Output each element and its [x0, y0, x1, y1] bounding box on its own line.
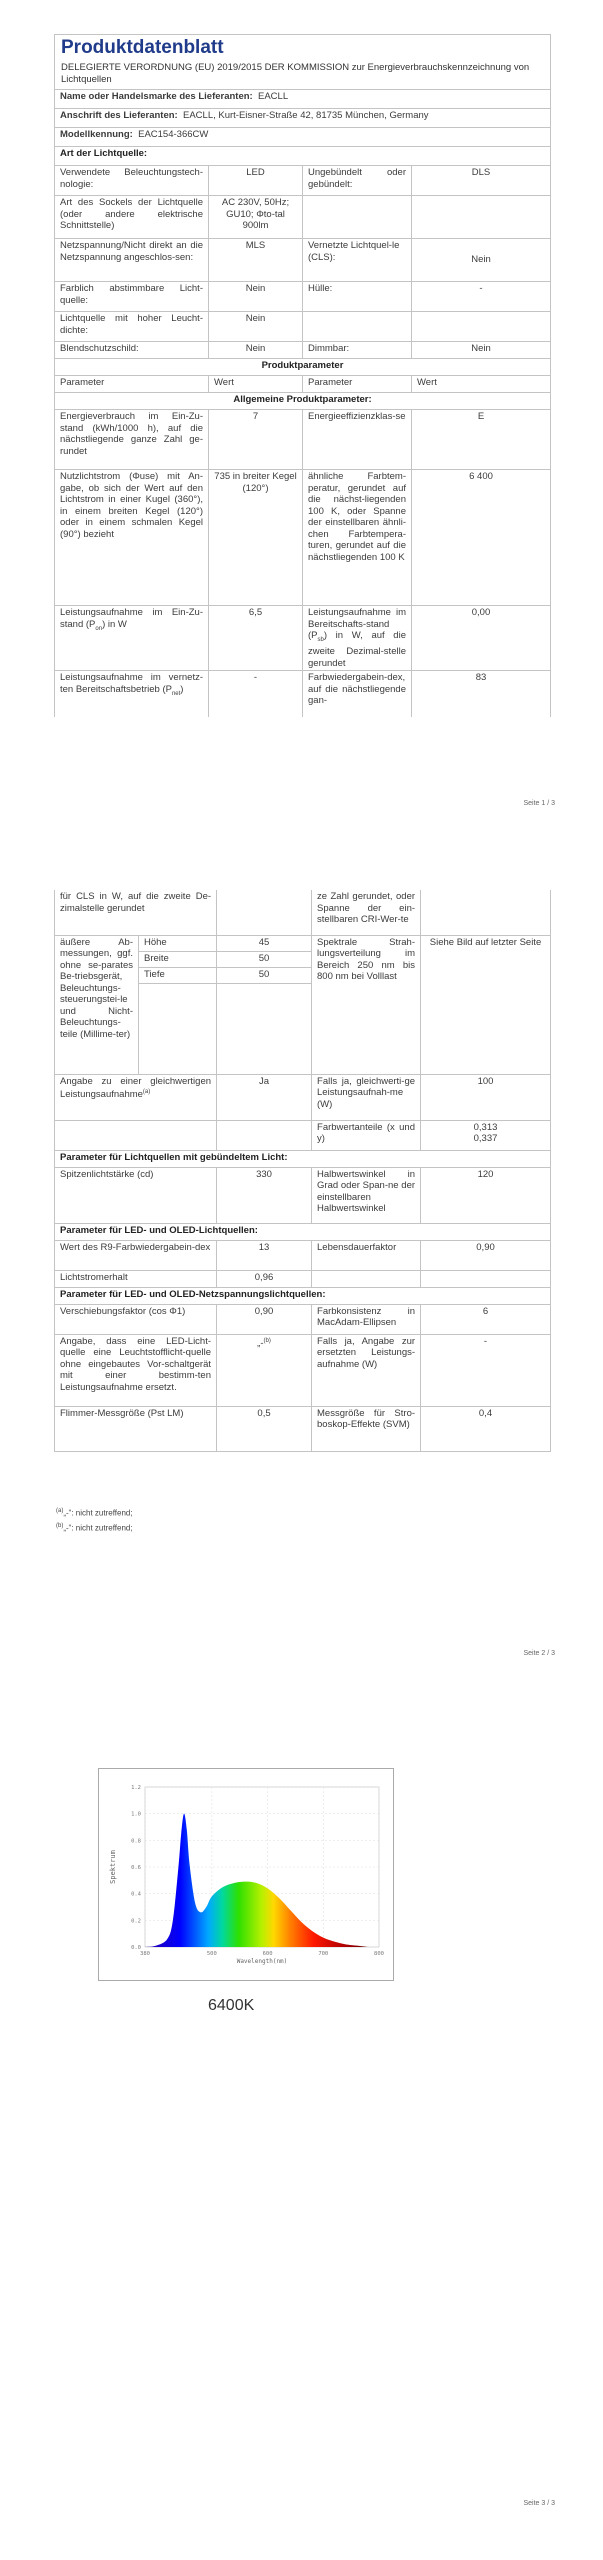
- r9-value: 13: [217, 1240, 312, 1270]
- equiv-power-value: 100: [421, 1074, 551, 1120]
- r9-label: Wert des R9-Farbwiedergabein-dex: [55, 1240, 217, 1270]
- page-2: [0, 855, 603, 1710]
- beam-angle-label: Halbwertswinkel in Grad oder Span-ne der einstellbaren Halbwertswinkel: [312, 1167, 421, 1223]
- envelope-label: Hülle:: [303, 282, 412, 312]
- page-footer: Seite 3 / 3: [523, 2500, 555, 2507]
- light-source-type-header: Art der Lichtquelle:: [55, 147, 551, 166]
- y-tick-label: 1.2: [131, 1785, 141, 1791]
- lumen-maintenance-label: Lichtstromerhalt: [55, 1270, 217, 1287]
- supplier-name-label: Name oder Handelsmarke des Lieferanten:: [60, 91, 253, 102]
- mls-params-header: Parameter für LED- und OLED-Netzspannungslichtquellen:: [55, 1287, 551, 1304]
- high-luminance-label: Lichtquelle mit hoher Leucht-dichte:: [55, 312, 209, 342]
- height-label: Höhe: [139, 935, 217, 951]
- cls-power-cont: für CLS in W, auf die zweite De-zimalstelle gerundet: [55, 890, 217, 935]
- col-value: Wert: [209, 376, 303, 393]
- product-params-header: Produktparameter: [55, 359, 551, 376]
- equiv-power-label: Falls ja, gleichwerti-ge Leistungsaufnah-me (W): [312, 1074, 421, 1120]
- mains-label: Netzspannung/Nicht direkt an die Netzspannung angeschlos-sen:: [55, 239, 209, 282]
- survival-factor-value: 0,90: [421, 1240, 551, 1270]
- supplier-address: EACLL, Kurt-Eisner-Straße 42, 81735 München, Germany: [183, 110, 429, 121]
- x-axis-label: Wavelength(nm): [236, 1958, 288, 1965]
- x-tick-label: 500: [206, 1951, 217, 1957]
- glare-value: Nein: [209, 342, 303, 359]
- y-axis-label: Spektrum: [109, 1850, 117, 1884]
- cri-label: Farbwiedergabein-dex, auf die nächstliegende gan-: [303, 671, 412, 717]
- standby-value: 0,00: [412, 606, 551, 671]
- svm-value: 0,4: [421, 1406, 551, 1451]
- peak-intensity-label: Spitzenlichtstärke (cd): [55, 1167, 217, 1223]
- flicker-value: 0,5: [217, 1406, 312, 1451]
- socket-value: AC 230V, 50Hz; GU10; Φto-tal 900lm: [209, 196, 303, 239]
- cri-value: 83: [412, 671, 551, 717]
- y-tick-label: 0.8: [131, 1838, 141, 1845]
- survival-factor-label: Lebensdauerfaktor: [312, 1240, 421, 1270]
- retrofit-power-value: -: [421, 1334, 551, 1406]
- page-footer: Seite 1 / 3: [523, 800, 555, 807]
- x-tick-label: 600: [262, 1951, 273, 1957]
- dls-params-header: Parameter für Lichtquellen mit gebündeltem Licht:: [55, 1150, 551, 1167]
- page-footer: Seite 2 / 3: [523, 1650, 555, 1657]
- col-value: Wert: [412, 376, 551, 393]
- energy-value: 7: [209, 410, 303, 470]
- col-param: Parameter: [55, 376, 209, 393]
- envelope-value: -: [412, 282, 551, 312]
- depth-value: 50: [217, 967, 312, 983]
- dimensions-label: äußere Ab-messungen, ggf. ohne se-parates Be-triebsgerät, Beleuchtungs-steuerungstei-le und Nicht-Beleuchtungs-teile (Millime-ter): [55, 935, 139, 1074]
- tech-label: Verwendete Beleuchtungstech-nologie:: [55, 166, 209, 196]
- chromaticity-label: Farbwertanteile (x und y): [312, 1120, 421, 1150]
- mains-value: MLS: [209, 239, 303, 282]
- connected-label: Vernetzte Lichtquel-le (CLS):: [303, 239, 412, 282]
- colour-consistency-value: 6: [421, 1304, 551, 1334]
- spectral-label: Spektrale Strah-lungsverteilung im Bereich 250 nm bis 800 nm bei Volllast: [312, 935, 421, 1074]
- dimmable-label: Dimmbar:: [303, 342, 412, 359]
- connected-value: Nein: [412, 239, 551, 282]
- cct-label: ähnliche Farbtem-peratur, gerundet auf die nächst-liegenden 100 K, oder Spanne der einstellbaren ähnli-chen Farbtempera-turen, gerundet auf die nächstliegenden 100 K: [303, 470, 412, 606]
- footnote-b: $^{(b)}$„-“: nicht zutreffend;: [56, 1522, 133, 1533]
- power-factor-label: Verschiebungsfaktor (cos Φ1): [55, 1304, 217, 1334]
- datasheet-table-page2: [54, 890, 551, 1452]
- supplier-name: EACLL: [258, 91, 289, 102]
- spectrum-chart: [98, 1768, 394, 1981]
- spectrum-area: [145, 1814, 368, 1947]
- chromaticity-value: 0,313 0,337: [421, 1120, 551, 1150]
- on-power-label: Leistungsaufnahme im Ein-Zu-stand $(P_{on})$ in W: [55, 606, 209, 671]
- efficiency-class-value: E: [412, 410, 551, 470]
- standby-label: Leistungsaufnahme im Bereitschafts-stand $(P_{sb})$ in W, auf die zweite Dezimal-stelle gerundet: [303, 606, 412, 671]
- dimmable-value: Nein: [412, 342, 551, 359]
- retrofit-label: Angabe, dass eine LED-Licht-quelle eine Leuchtstofflicht-quelle ohne eingebautes Vor-schaltgerät mit einer bestimm-ten Leistungsaufnahme ersetzt.: [55, 1334, 217, 1406]
- y-tick-label: 1.0: [131, 1811, 141, 1818]
- color-tunable-label: Farblich abstimmbare Licht-quelle:: [55, 282, 209, 312]
- regulation-subtitle: DELEGIERTE VERORDNUNG (EU) 2019/2015 DER KOMMISSION zur Energieverbrauchskennzeichnung von Lichtquellen: [61, 62, 530, 85]
- retrofit-value: „-$^{(b)}$: [217, 1334, 312, 1406]
- y-tick-label: 0.2: [131, 1918, 141, 1925]
- cct-value: 6 400: [412, 470, 551, 606]
- energy-label: Energieverbrauch im Ein-Zu-stand (kWh/1000 h), auf die nächstliegende ganze Zahl ge-rundet: [55, 410, 209, 470]
- general-params-header: Allgemeine Produktparameter:: [55, 393, 551, 410]
- y-tick-label: 0.0: [131, 1945, 141, 1951]
- led-params-header: Parameter für LED- und OLED-Lichtquellen:: [55, 1223, 551, 1240]
- footnotes: [56, 1505, 133, 1534]
- peak-intensity-value: 330: [217, 1167, 312, 1223]
- col-param: Parameter: [303, 376, 412, 393]
- equiv-power-indicator-value: Ja: [217, 1074, 312, 1120]
- width-label: Breite: [139, 951, 217, 967]
- power-factor-value: 0,90: [217, 1304, 312, 1334]
- flux-label: Nutzlichtstrom (Φuse) mit An-gabe, ob sich der Wert auf den Lichtstrom in einer Kugel (360°), in einem breiten Kegel (120°) oder in einem schmalen Kegel (90°) bezieht: [55, 470, 209, 606]
- beam-angle-value: 120: [421, 1167, 551, 1223]
- equiv-power-indicator-label: Angabe zu einer gleichwertigen Leistungsaufnahme$^{(a)}$: [55, 1074, 217, 1120]
- spectrum-svg: [99, 1769, 393, 1980]
- high-luminance-value: Nein: [209, 312, 303, 342]
- glare-label: Blendschutzschild:: [55, 342, 209, 359]
- flux-value: 735 in breiter Kegel (120°): [209, 470, 303, 606]
- y-tick-label: 0.4: [131, 1891, 141, 1898]
- efficiency-class-label: Energieeffizienzklas-se: [303, 410, 412, 470]
- lumen-maintenance-value: 0,96: [217, 1270, 312, 1287]
- model-id: EAC154-366CW: [138, 129, 209, 140]
- socket-label: Art des Sockels der Lichtquelle (oder andere elektrische Schnittstelle): [55, 196, 209, 239]
- spectral-value: Siehe Bild auf letzter Seite: [421, 935, 551, 1074]
- net-standby-value: -: [209, 671, 303, 717]
- supplier-address-label: Anschrift des Lieferanten:: [60, 110, 178, 121]
- retrofit-power-label: Falls ja, Angabe zur ersetzten Leistungs-aufnahme (W): [312, 1334, 421, 1406]
- net-standby-label: Leistungsaufnahme im vernetz-ten Bereitschaftsbetrieb $(P_{net})$: [55, 671, 209, 717]
- model-label: Modellkennung:: [60, 129, 133, 140]
- svm-label: Messgröße für Stro-boskop-Effekte (SVM): [312, 1406, 421, 1451]
- datasheet-table-page1: [54, 34, 551, 717]
- cri-label-cont: ze Zahl gerundet, oder Spanne der ein-stellbaren CRI-Wer-te: [312, 890, 421, 935]
- bundled-label: Ungebündelt oder gebündelt:: [303, 166, 412, 196]
- width-value: 50: [217, 951, 312, 967]
- y-tick-label: 0.6: [131, 1865, 141, 1871]
- chart-caption: 6400K: [208, 1997, 255, 2014]
- bundled-value: DLS: [412, 166, 551, 196]
- colour-consistency-label: Farbkonsistenz in MacAdam-Ellipsen: [312, 1304, 421, 1334]
- x-tick-label: 800: [374, 1951, 384, 1957]
- page-1: [0, 0, 603, 855]
- on-power-value: 6,5: [209, 606, 303, 671]
- footnote-a: $^{(a)}$„-“: nicht zutreffend;: [56, 1508, 133, 1518]
- tech-value: LED: [209, 166, 303, 196]
- x-tick-label: 700: [318, 1951, 329, 1957]
- depth-label: Tiefe: [139, 967, 217, 983]
- flicker-label: Flimmer-Messgröße (Pst LM): [55, 1406, 217, 1451]
- color-tunable-value: Nein: [209, 282, 303, 312]
- page-title: Produktdatenblatt: [61, 37, 224, 58]
- height-value: 45: [217, 935, 312, 951]
- x-tick-label: 380: [140, 1951, 150, 1957]
